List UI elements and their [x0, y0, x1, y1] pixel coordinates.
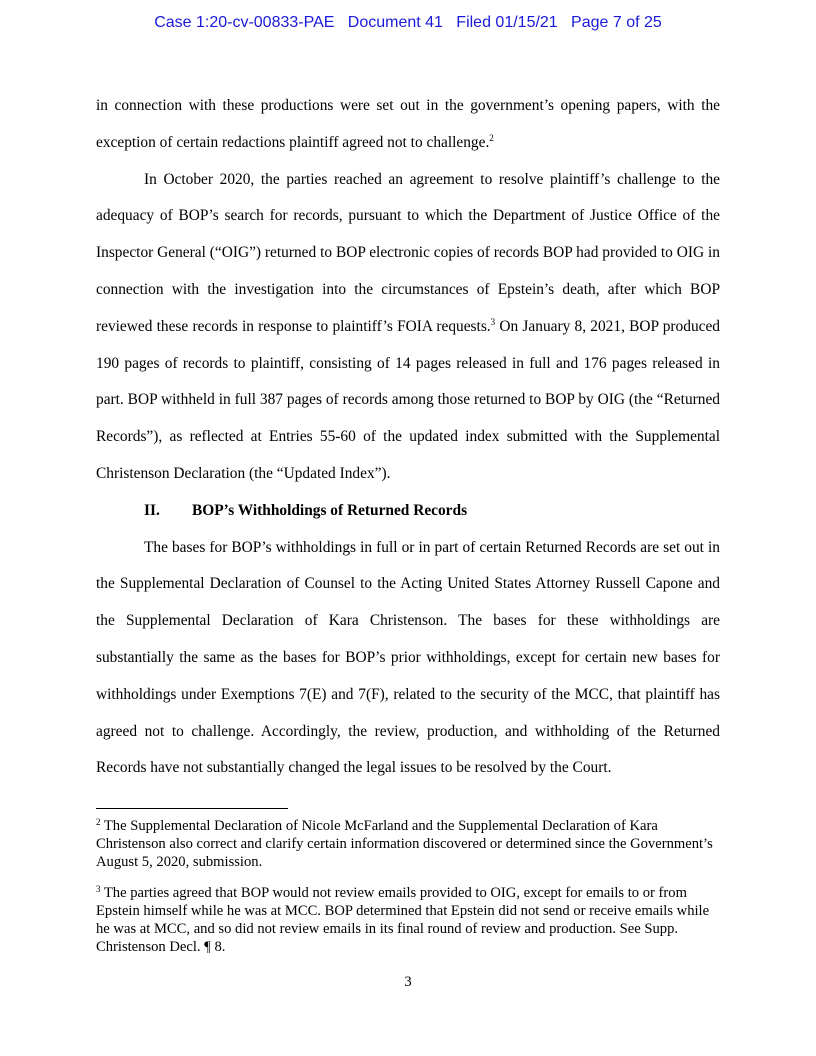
page-number: 3: [404, 974, 412, 990]
footnotes: [96, 818, 720, 971]
paragraph-withholdings: The bases for BOP’s withholdings in full or in part of certain Returned Records are set out in the Supplemental Declaration of Counsel to the Acting United States Attorney Russell Capone and the Supplemental Declaration of Kara Christenson. The bases for these withholdings are substantially the same as the bases for BOP’s prior withholdings, except for certain new bases for withholdings under Exemptions 7(E) and 7(F), related to the security of the MCC, that plaintiff has agreed not to challenge. Accordingly, the review, production, and withholding of the Returned Records have not substantially changed the legal issues to be resolved by the Court.: [96, 538, 720, 777]
footnote-3: $^3$ The parties agreed that BOP would not review emails provided to OIG, except for emails to or from Epstein himself while he was at MCC. BOP determined that Epstein did not send or receive emails while he was at MCC, and so did not review emails in its final round of review and production. See Supp. Christenson Decl. ¶ 8.: [96, 884, 710, 955]
footnote-divider: [96, 808, 288, 809]
section-title: BOP’s Withholdings of Returned Records: [192, 501, 468, 519]
ecf-header: [0, 14, 816, 32]
body-text: [96, 88, 720, 787]
footnote-ref-2: 2: [489, 132, 494, 143]
section-number: II.: [144, 501, 160, 519]
case-number: Case 1:20-cv-00833-PAE: [154, 14, 335, 31]
footnote-ref-3: 3: [490, 316, 496, 327]
paragraph-continuation: in connection with these productions were set out in the government’s opening papers, with the exception of certain redactions plaintiff agreed not to challenge.$^2$: [96, 97, 720, 151]
footnote-2: $^2$ The Supplemental Declaration of Nicole McFarland and the Supplemental Declaration of Kara Christenson also correct and clarify certain information discovered or determined since the Government’s August 5, 2020, submission.: [96, 817, 713, 870]
document-number: Document 41: [347, 14, 443, 31]
section-heading: [96, 493, 720, 530]
page-count: Page 7 of 25: [571, 14, 662, 31]
paragraph-agreement: In October 2020, the parties reached an agreement to resolve plaintiff’s challenge to the adequacy of BOP’s search for records, pursuant to which the Department of Justice Office of the Inspector General (“OIG”) returned to BOP electronic copies of records BOP had provided to OIG in connection with the investigation into the circumstances of Epstein’s death, after which BOP reviewed these records in response to plaintiff’s FOIA requests.$^3$ On January 8, 2021, BOP produced 190 pages of records to plaintiff, consisting of 14 pages released in full and 176 pages released in part. BOP withheld in full 387 pages of records among those returned to BOP by OIG (the “Returned Records”), as reflected at Entries 55-60 of the updated index submitted with the Supplemental Christenson Declaration (the “Updated Index”).: [96, 170, 720, 482]
filed-date: Filed 01/15/21: [456, 14, 558, 31]
